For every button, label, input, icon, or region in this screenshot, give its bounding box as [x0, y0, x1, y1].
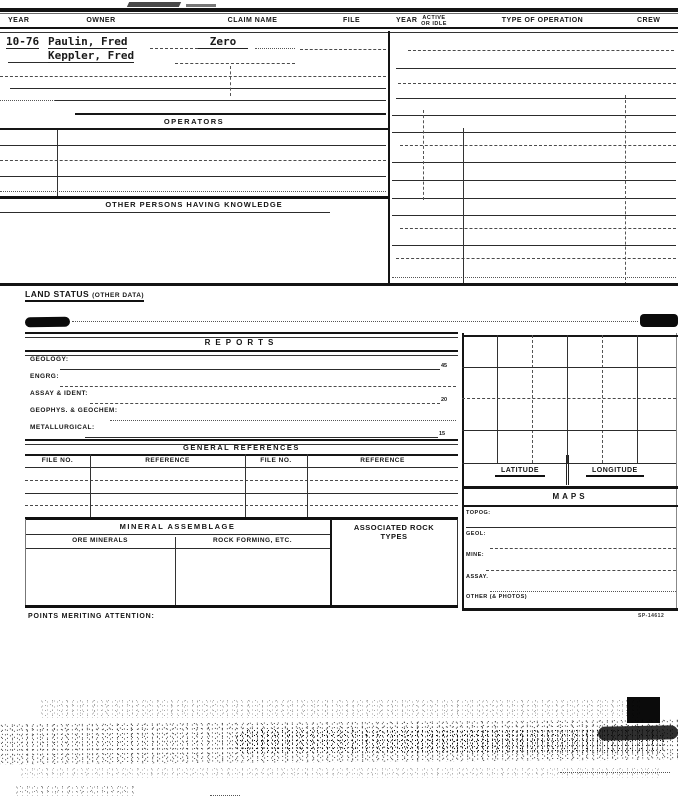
- ruled-line: [60, 369, 440, 370]
- column-line: [90, 454, 91, 517]
- scan-smudge: [127, 2, 181, 7]
- ruled-line: [396, 68, 676, 69]
- grid-line: [462, 398, 676, 399]
- latlong-divider: [566, 455, 569, 485]
- ruled-line: [398, 83, 676, 84]
- ruled-line: [25, 605, 458, 608]
- column-line: [175, 537, 176, 605]
- scan-noise: [40, 700, 640, 718]
- maps-row-label: GEOL:: [466, 531, 486, 537]
- ruled-line: [392, 198, 676, 199]
- ruled-line: [392, 132, 676, 133]
- ruled-line: [0, 128, 388, 130]
- longitude-heading: LONGITUDE: [586, 467, 644, 477]
- scan-artifact-streak: [598, 725, 678, 740]
- ruled-line: [0, 176, 386, 177]
- header-active-or-idle: [418, 15, 450, 27]
- ruled-line: [0, 76, 386, 77]
- ruled-line: [90, 403, 440, 404]
- maps-row-label: TOPOG:: [466, 510, 491, 516]
- ruled-line: [0, 196, 388, 199]
- maps-row-label: ASSAY.: [466, 574, 489, 580]
- header-underline: [0, 27, 678, 33]
- ruled-line: [175, 63, 295, 64]
- reports-heading: REPORTS: [204, 338, 279, 347]
- entry-year: 10-76: [6, 35, 40, 48]
- entry-claim-name-1: Zero: [198, 35, 248, 49]
- scan-smudge: [186, 4, 216, 7]
- ruled-line: [150, 48, 198, 49]
- ruled-line: [392, 277, 676, 278]
- ruled-line: [0, 160, 386, 161]
- column-line: [245, 454, 246, 517]
- ruled-line: [25, 548, 330, 549]
- maps-top-rule: [462, 486, 678, 489]
- ruled-line: [8, 62, 48, 63]
- genref-header-file-1: FILE NO.: [41, 457, 74, 464]
- ruled-line: [110, 420, 456, 421]
- ruled-line: [486, 570, 676, 571]
- ruled-line: [392, 215, 676, 216]
- grid-line: [637, 335, 638, 463]
- ore-minerals-heading: ORE MINERALS: [72, 537, 128, 544]
- scan-artifact-marks: [15, 786, 135, 796]
- ruled-line: [0, 100, 55, 101]
- report-row-label: ASSAY & IDENT:: [30, 390, 88, 397]
- column-line: [457, 519, 458, 605]
- redaction-blob: [25, 317, 70, 328]
- column-tick: [230, 66, 231, 96]
- column-tick: [463, 128, 464, 285]
- ruled-line: [400, 145, 676, 146]
- report-row-label: GEOLOGY:: [30, 356, 69, 363]
- ruled-line: [25, 350, 458, 356]
- header-owner: OWNER: [86, 17, 116, 24]
- top-rule: [0, 8, 678, 12]
- column-line: [25, 519, 26, 605]
- mineral-assemblage-heading: MINERAL ASSEMBLAGE: [119, 522, 236, 531]
- ruled-line: [408, 50, 674, 51]
- land-status-sub-label: (OTHER DATA): [92, 292, 145, 299]
- scan-noise: [20, 768, 660, 778]
- ruled-line: [75, 113, 386, 115]
- land-status-label: LAND STATUS: [25, 289, 90, 299]
- section-rule: [0, 283, 678, 286]
- grid-line: [462, 463, 676, 464]
- ruled-line: [396, 98, 676, 99]
- maps-heading: MAPS: [552, 492, 588, 501]
- header-active-line1: ACTIVE: [422, 15, 446, 21]
- associated-rock-types-heading: ASSOCIATED ROCK TYPES: [353, 523, 435, 541]
- general-references-heading: GENERAL REFERENCES: [183, 443, 300, 452]
- genref-header-ref-1: REFERENCE: [145, 457, 190, 464]
- grid-line: [497, 335, 498, 463]
- ruled-line: [490, 548, 676, 549]
- ruled-line: [466, 527, 676, 528]
- header-year-right: YEAR: [396, 17, 418, 24]
- ruled-line: [10, 88, 386, 89]
- grid-line: [462, 367, 676, 368]
- ruled-line: [55, 100, 386, 101]
- ruled-line: [462, 505, 678, 507]
- ruled-line: [392, 180, 676, 181]
- header-active-line2: OR IDLE: [421, 21, 447, 27]
- maps-bottom-rule: [462, 608, 678, 611]
- maps-row-label: MINE:: [466, 552, 485, 558]
- scan-artifact-dashes: [210, 795, 240, 796]
- operators-heading: OPERATORS: [163, 117, 225, 126]
- ruled-line: [0, 191, 386, 192]
- header-crew: CREW: [637, 17, 661, 24]
- report-row-num: 20: [441, 397, 448, 403]
- column-line: [307, 454, 308, 517]
- panel-right-border: [676, 333, 677, 610]
- ruled-line: [255, 48, 295, 49]
- entry-owner-2: Keppler, Fred: [48, 49, 135, 62]
- ruled-line: [300, 49, 386, 50]
- column-tick: [57, 130, 58, 196]
- grid-line: [567, 335, 568, 463]
- genref-header-ref-2: REFERENCE: [360, 457, 405, 464]
- column-line: [330, 519, 332, 605]
- report-row-num: 45: [441, 363, 448, 369]
- points-meriting-attention-heading: POINTS MERITING ATTENTION:: [28, 613, 155, 620]
- grid-line: [602, 335, 603, 463]
- ruled-line: [392, 245, 676, 246]
- maps-row-label: OTHER (& PHOTOS): [466, 594, 528, 600]
- scan-artifact-dashes: [560, 772, 670, 773]
- report-row-num: 15: [439, 431, 446, 437]
- ruled-line: [85, 437, 438, 438]
- column-tick: [625, 95, 626, 285]
- genref-header-file-2: FILE NO.: [260, 457, 292, 464]
- report-row-label: METALLURGICAL:: [30, 424, 95, 431]
- redaction-blob: [640, 314, 678, 327]
- ruled-line: [392, 162, 676, 163]
- ruled-line: [400, 228, 676, 229]
- latitude-heading: LATITUDE: [495, 467, 545, 477]
- entry-owner-1: Paulin, Fred: [48, 35, 128, 48]
- header-file: FILE: [343, 17, 361, 24]
- land-status-heading: [25, 289, 144, 302]
- report-row-label: ENGRG:: [30, 373, 59, 380]
- ruled-line: [462, 335, 678, 337]
- ruled-line: [396, 258, 676, 259]
- rock-forming-heading: ROCK FORMING, ETC.: [212, 537, 293, 544]
- ruled-line: [392, 115, 676, 116]
- ruled-line: [25, 534, 330, 535]
- header-year-left: YEAR: [8, 17, 30, 24]
- ruled-line: [0, 212, 330, 213]
- column-tick: [423, 110, 424, 200]
- panel-left-border: [462, 333, 464, 610]
- ruled-line: [0, 13, 678, 14]
- header-type-of-operation: TYPE OF OPERATION: [501, 17, 584, 24]
- header-claim-name: CLAIM NAME: [227, 17, 278, 24]
- ruled-line: [60, 386, 456, 387]
- report-row-label: GEOPHYS. & GEOCHEM:: [30, 407, 118, 414]
- form-code: SP-14612: [638, 613, 665, 619]
- table-divider: [388, 31, 390, 285]
- ruled-line: [72, 321, 638, 322]
- ruled-line: [0, 145, 386, 146]
- other-persons-heading: OTHER PERSONS HAVING KNOWLEDGE: [105, 200, 283, 209]
- ruled-line: [490, 591, 676, 592]
- grid-line: [462, 430, 676, 431]
- grid-line: [532, 335, 533, 463]
- ruled-line: [25, 517, 458, 520]
